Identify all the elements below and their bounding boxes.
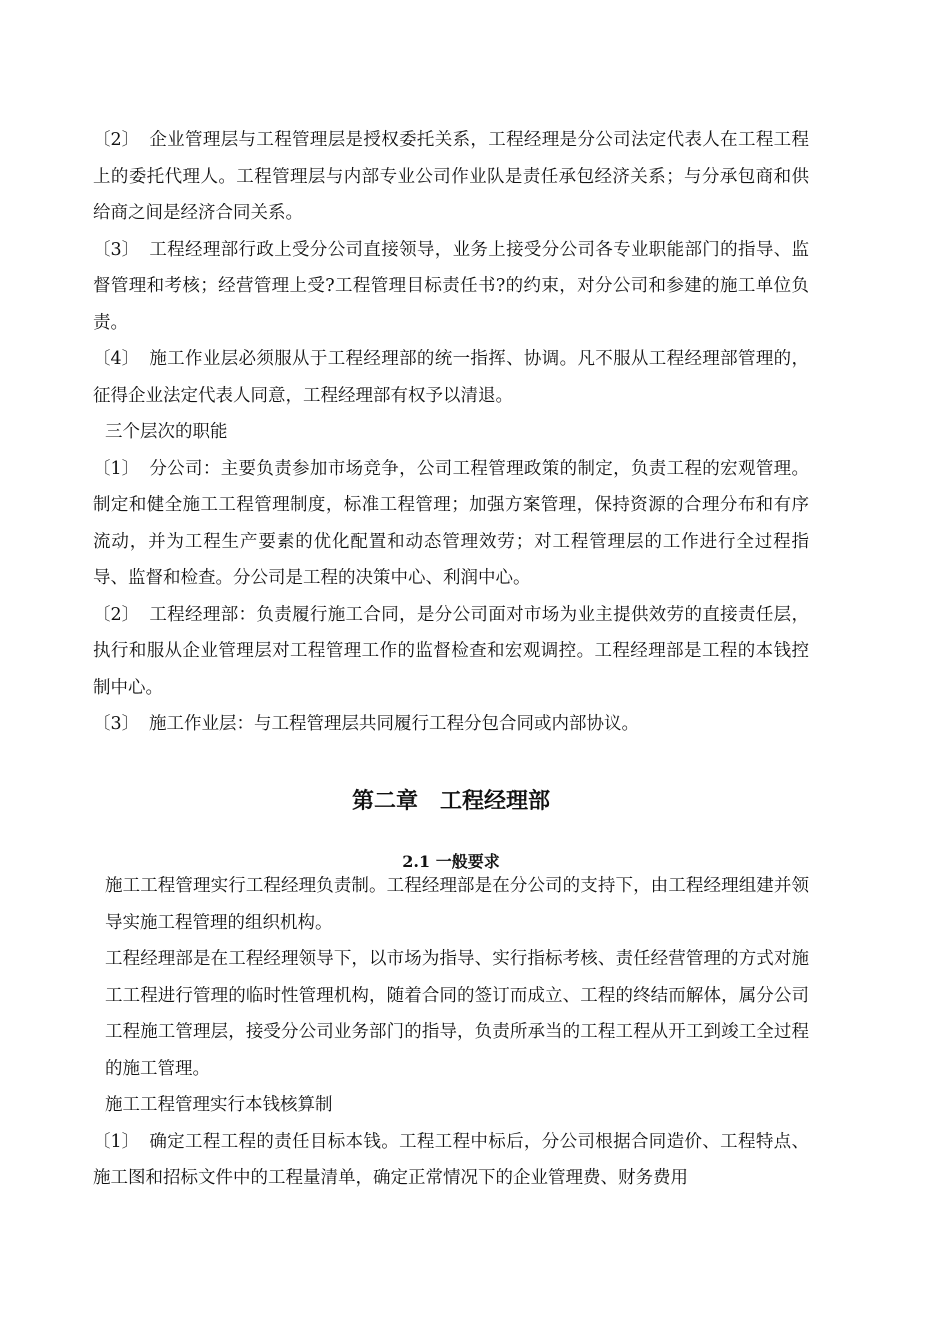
list-item (93, 232, 809, 342)
subheading-levels: 三个层次的职能 (105, 422, 228, 442)
item-number: 〔1〕 (93, 1131, 140, 1152)
item-number: 〔2〕 (93, 130, 140, 150)
item-text: 分公司：主要负责参加市场竞争，公司工程管理政策的制定，负责工程的宏观管理。制定和健全施工工程管理制度，标准工程管理；加强方案管理，保持资源的合理分布和有序流动，并为工程生产要素的优化配置和动态管理效劳；对工程管理层的工作进行全过程指导、监督和检查。分公司是工程的决策中心、利润中心。 (93, 458, 809, 588)
section-title: 2.1 一般要求 (402, 852, 500, 871)
list-item (93, 1124, 809, 1197)
chapter-title: 第二章 工程经理部 (351, 789, 550, 814)
list-item (93, 597, 809, 707)
paragraph: 工程经理部是在工程经理领导下，以市场为指导、实行指标考核、责任经营管理的方式对施工工程进行管理的临时性管理机构，随着合同的签订而成立、工程的终结而解体，属分公司工程施工管理层，接受分公司业务部门的指导，负责所承当的工程工程从开工到竣工全过程的施工管理。 (105, 949, 809, 1079)
item-text: 企业管理层与工程管理层是授权委托关系，工程经理是分公司法定代表人在工程工程上的委托代理人。工程管理层与内部专业公司作业队是责任承包经济关系；与分承包商和供给商之间是经济合同关系。 (93, 130, 809, 223)
item-text: 施工作业层：与工程管理层共同履行工程分包合同或内部协议。 (149, 714, 639, 734)
list-item (93, 706, 809, 743)
subheading-cost: 施工工程管理实行本钱核算制 (105, 1095, 333, 1115)
item-number: 〔3〕 (93, 714, 140, 734)
block-organization-relations (93, 122, 809, 743)
item-text: 施工作业层必须服从于工程经理部的统一指挥、协调。凡不服从工程经理部管理的，征得企业法定代表人同意，工程经理部有权予以清退。 (93, 349, 809, 406)
item-text: 工程经理部行政上受分公司直接领导，业务上接受分公司各专业职能部门的指导、监督管理和考核；经营管理上受?工程管理目标责任书?的约束，对分公司和参建的施工单位负责。 (93, 239, 809, 333)
list-item (93, 341, 809, 414)
item-text: 确定工程工程的责任目标本钱。工程工程中标后，分公司根据合同造价、工程特点、施工图和招标文件中的工程量清单，确定正常情况下的企业管理费、财务费用 (93, 1131, 809, 1188)
list-item (93, 122, 809, 232)
item-number: 〔3〕 (93, 239, 140, 260)
item-text: 工程经理部：负责履行施工合同，是分公司面对市场为业主提供效劳的直接责任层，执行和服从企业管理层对工程管理工作的监督检查和宏观调控。工程经理部是工程的本钱控制中心。 (93, 604, 809, 698)
item-number: 〔4〕 (93, 349, 140, 369)
paragraph: 施工工程管理实行工程经理负责制。工程经理部是在分公司的支持下，由工程经理组建并领导实施工程管理的组织机构。 (105, 876, 809, 933)
block-general-requirements (93, 868, 809, 1197)
item-number: 〔2〕 (93, 604, 140, 625)
list-item (93, 451, 809, 597)
item-number: 〔1〕 (93, 458, 140, 479)
